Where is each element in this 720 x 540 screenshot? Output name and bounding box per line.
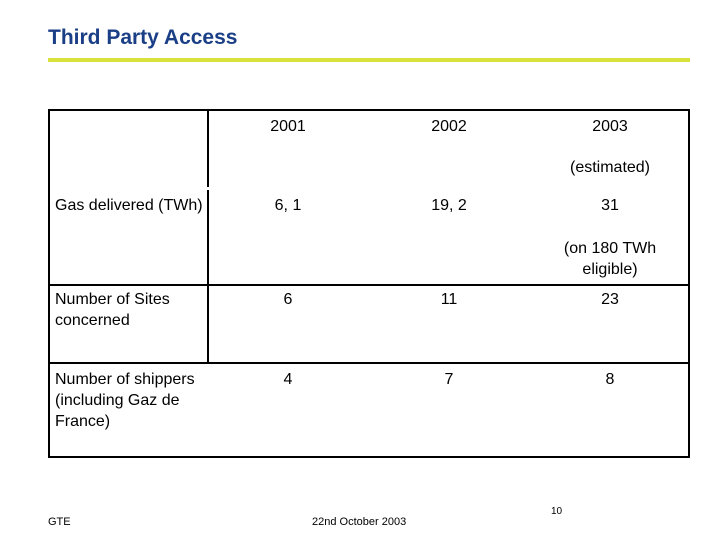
page-number: 10 <box>551 506 563 517</box>
row-label-number-of-shippers: Number of shippers (including Gaz de France) <box>55 371 195 430</box>
cell-sites-2003: 23 <box>601 291 619 308</box>
cell-sites-2002: 11 <box>440 291 458 308</box>
column-header-2003: 2003 <box>592 118 628 135</box>
col-divider-row2 <box>207 286 209 362</box>
row-divider-1 <box>48 284 690 286</box>
page-title: Third Party Access <box>48 26 238 49</box>
col-divider-header <box>207 110 209 187</box>
cell-gas-2003-note: (on 180 TWh eligible) <box>563 240 657 278</box>
column-header-2003-note: (estimated) <box>569 159 651 176</box>
table-top-border <box>48 109 690 111</box>
cell-gas-2002: 19, 2 <box>431 197 467 214</box>
cell-sites-2001: 6 <box>283 291 293 308</box>
row-divider-2 <box>48 362 690 364</box>
col-divider-row1 <box>207 190 209 284</box>
row-label-number-of-sites: Number of Sites concerned <box>55 291 170 329</box>
footer-date: 22nd October 2003 <box>312 516 407 528</box>
column-header-2001: 2001 <box>270 118 306 135</box>
column-header-2002: 2002 <box>431 118 467 135</box>
table-bottom-border <box>48 456 690 458</box>
title-underline <box>48 58 690 62</box>
cell-shippers-2003: 8 <box>605 371 615 388</box>
cell-gas-2003: 31 <box>601 197 619 214</box>
cell-shippers-2002: 7 <box>444 371 454 388</box>
cell-shippers-2001: 4 <box>283 371 293 388</box>
row-label-gas-delivered: Gas delivered (TWh) <box>55 197 203 214</box>
footer-organization: GTE <box>48 516 71 528</box>
cell-gas-2001: 6, 1 <box>274 197 302 214</box>
